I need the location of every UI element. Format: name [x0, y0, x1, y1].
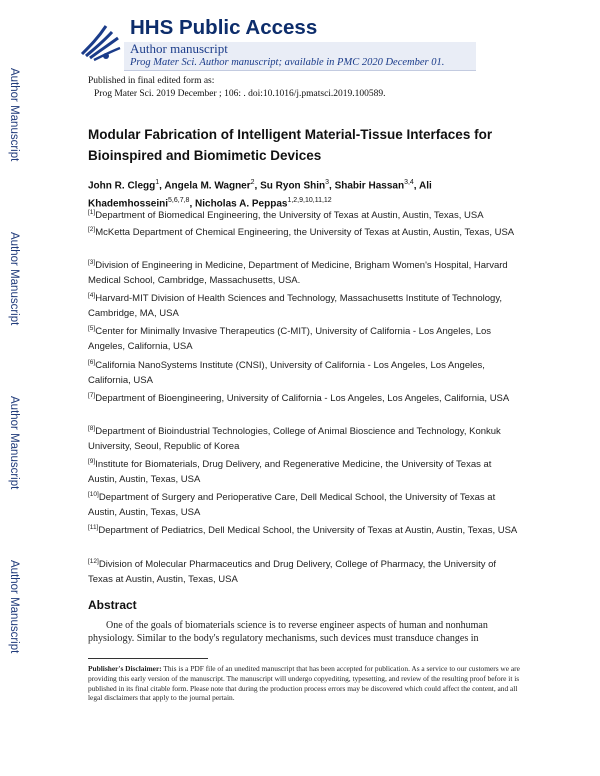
- side-label-author-manuscript: Author Manuscript: [8, 560, 20, 654]
- side-label-author-manuscript: Author Manuscript: [8, 232, 20, 326]
- author-name: Nicholas A. Peppas: [195, 198, 288, 210]
- side-label-author-manuscript: Author Manuscript: [8, 68, 20, 162]
- author-name: John R. Clegg: [88, 180, 156, 192]
- author-name: Su Ryon Shin: [260, 180, 326, 192]
- author-list: John R. Clegg$^1$, Angela M. Wagner$^2$, Su Ryon Shin$^3$, Shabir Hassan$^{3,4}$, Ali Khademhosseini$^{5,6,7,8}$, Nicholas A. Peppas$^{1,2,9,10,11,12}$: [88, 179, 432, 210]
- affiliation: [2]McKetta Department of Chemical Engineering, the University of Texas at Austin, Austin, Texas, USA: [88, 226, 515, 239]
- journal-availability-line: Prog Mater Sci. Author manuscript; available in PMC 2020 December 01.: [130, 57, 445, 68]
- affiliation: [3]Division of Engineering in Medicine, Department of Medicine, Brigham Women's Hospital, Harvard Medical School, Cambridge, Massachusetts, USA.: [88, 259, 508, 286]
- footnote-divider: [88, 658, 208, 659]
- hhs-public-access-title: HHS Public Access: [130, 16, 318, 39]
- author-name: Ali Khademhosseini: [88, 180, 432, 210]
- affiliation: [11]Department of Pediatrics, Dell Medical School, the University of Texas at Austin, Austin, Texas, USA: [88, 524, 518, 537]
- affiliation: [5]Center for Minimally Invasive Therapeutics (C-MIT), University of California - Los Angeles, Los Angeles, California, USA: [88, 325, 492, 352]
- publisher-disclaimer: Publisher's Disclaimer: This is a PDF file of an unedited manuscript that has been accepted for publication. As a service to our customers we are providing this early version of the manuscript. The manuscript will undergo copyediting, typesetting, and review of the resulting proof before it is published in its final citable form. Please note that during the production process errors may be discovered which could affect the content, and all legal disclaimers that apply to the journal pertain.: [88, 664, 520, 703]
- abstract-text-line: physiology. Similar to the body's regulatory mechanisms, such devices must transduce changes in: [88, 633, 479, 644]
- affiliation: [7]Department of Bioengineering, University of California - Los Angeles, Los Angeles, California, USA: [88, 392, 510, 405]
- affiliation: [8]Department of Bioindustrial Technologies, College of Animal Bioscience and Technology, Konkuk University, Seoul, Republic of Korea: [88, 425, 501, 452]
- hhs-eagle-logo-icon: [76, 16, 124, 66]
- author-name: Shabir Hassan: [334, 180, 405, 192]
- abstract-heading: Abstract: [88, 598, 137, 612]
- affiliation: [9]Institute for Biomaterials, Drug Delivery, and Regenerative Medicine, the University of Texas at Austin, Austin, Texas, USA: [88, 458, 492, 485]
- affiliation: [6]California NanoSystems Institute (CNSI), University of California - Los Angeles, Los Angeles, California, USA: [88, 359, 485, 386]
- abstract-text-line: One of the goals of biomaterials science is to reverse engineer aspects of human and nonhuman: [106, 620, 488, 631]
- affiliation: [4]Harvard-MIT Division of Health Sciences and Technology, Massachusetts Institute of Technology, Cambridge, MA, USA: [88, 292, 503, 319]
- affiliation: [1]Department of Biomedical Engineering, the University of Texas at Austin, Austin, Texas, USA: [88, 209, 484, 222]
- citation-line: Prog Mater Sci. 2019 December ; 106: . doi:10.1016/j.pmatsci.2019.100589.: [94, 89, 386, 99]
- article-title: Modular Fabrication of Intelligent Material-Tissue Interfaces for Bioinspired and Biomimetic Devices: [88, 127, 493, 163]
- published-label: Published in final edited form as:: [88, 76, 215, 86]
- affiliation: [12]Division of Molecular Pharmaceutics and Drug Delivery, College of Pharmacy, the University of Texas at Austin, Austin, Texas, USA: [88, 558, 497, 585]
- side-label-author-manuscript: Author Manuscript: [8, 396, 20, 490]
- author-manuscript-label: Author manuscript: [130, 41, 228, 56]
- author-name: Angela M. Wagner: [164, 180, 251, 192]
- affiliation: [10]Department of Surgery and Perioperative Care, Dell Medical School, the University of Texas at Austin, Austin, Texas, USA: [88, 491, 496, 518]
